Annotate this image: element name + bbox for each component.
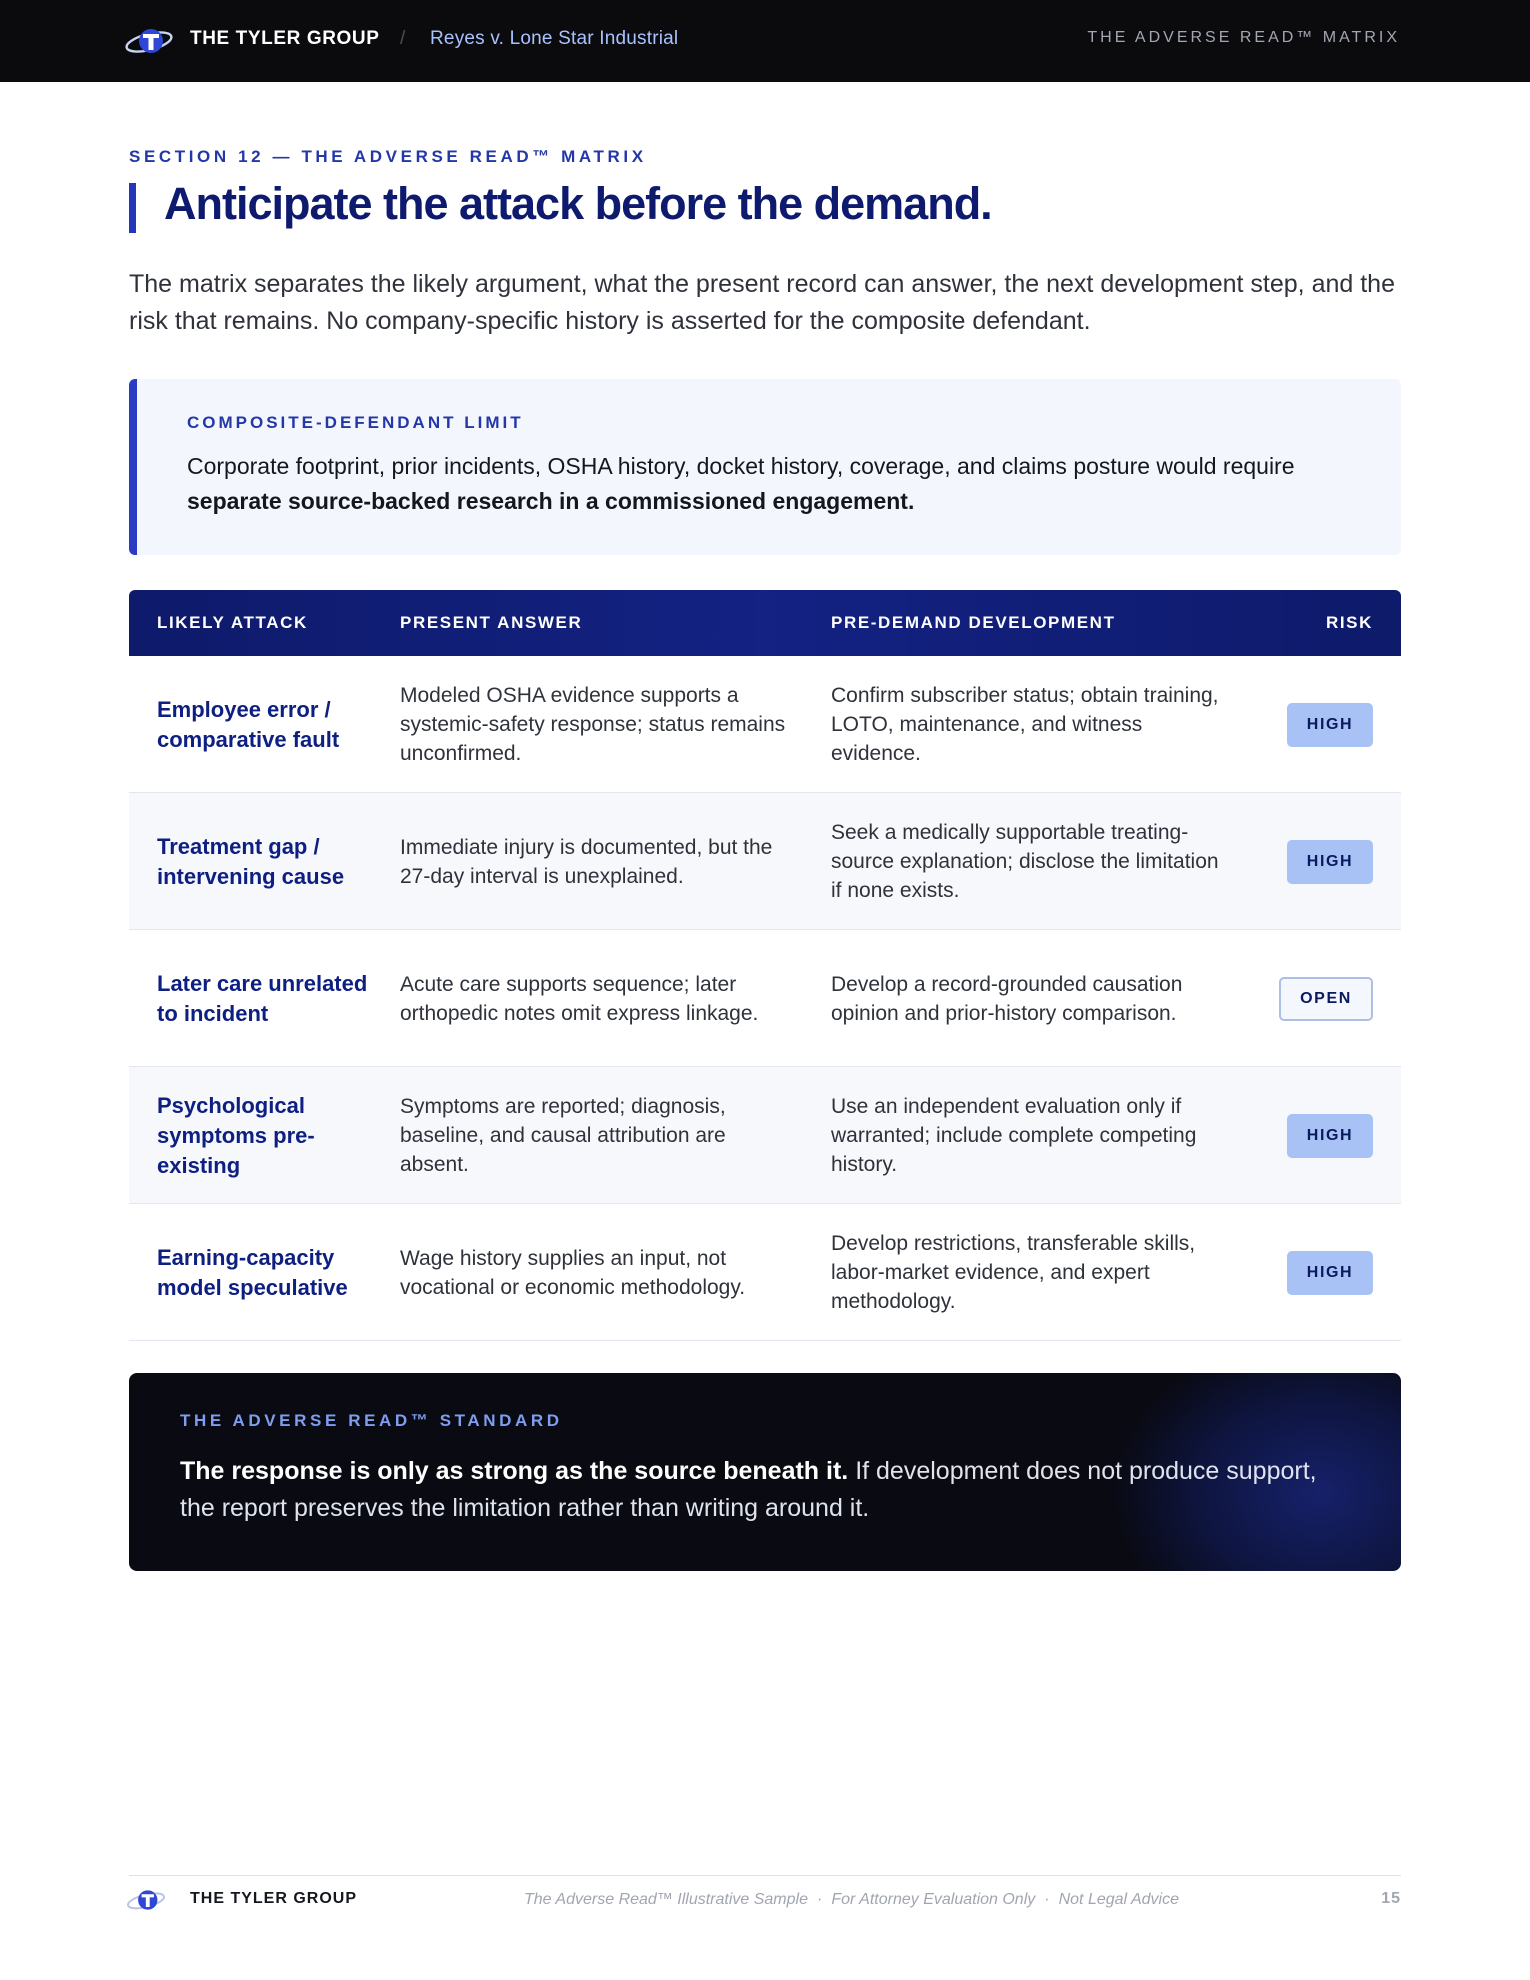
answer-cell: Modeled OSHA evidence supports a systemic-safety response; status remains unconfirmed.	[400, 684, 786, 765]
answer-cell: Immediate injury is documented, but the 27-day interval is unexplained.	[400, 835, 773, 888]
breadcrumb-separator: /	[400, 28, 406, 49]
column-header-present-answer: PRESENT ANSWER	[400, 613, 583, 632]
risk-cell	[1263, 930, 1373, 1067]
column-header-risk: RISK	[1325, 613, 1373, 632]
attack-cell: Earning-capacity model speculative	[157, 1244, 348, 1300]
standard-label: THE ADVERSE READ™ STANDARD	[180, 1411, 563, 1430]
footer-meta-item: The Adverse Read™ Illustrative Sample	[524, 1891, 808, 1908]
top-header-bar	[0, 0, 1530, 82]
intro-paragraph: The matrix separates the likely argument, what the present record can answer, the next development step, and the risk that remains. No company-specific history is asserted for the composite defendant.	[129, 270, 1395, 335]
table-row	[129, 1067, 1401, 1204]
footer-meta-separator: ·	[1044, 1891, 1050, 1908]
footer-brand: THE TYLER GROUP	[190, 1890, 358, 1907]
tyler-group-logo-icon	[124, 1884, 168, 1916]
risk-badge: OPEN	[1279, 977, 1373, 1021]
table-row	[129, 1204, 1401, 1341]
footer-meta-item: For Attorney Evaluation Only	[831, 1891, 1036, 1908]
adverse-read-standard-box	[129, 1373, 1401, 1571]
footer-meta	[524, 1891, 1179, 1909]
brand-name: THE TYLER GROUP	[190, 28, 380, 49]
table-row	[129, 656, 1401, 793]
risk-cell	[1263, 793, 1373, 930]
attack-cell: Psychological symptoms pre-existing	[157, 1092, 315, 1178]
adverse-read-matrix-table	[129, 590, 1401, 1341]
callout-text-plain: Corporate footprint, prior incidents, OSHA history, docket history, coverage, and claims posture would require	[187, 453, 1295, 479]
risk-cell	[1263, 1204, 1373, 1341]
standard-text-plain: If development does not produce support, the report preserves the limitation rather than writing around it.	[180, 1457, 1317, 1522]
page-number: 15	[1381, 1890, 1401, 1907]
footer-meta-separator: ·	[816, 1891, 823, 1908]
risk-badge: HIGH	[1287, 1251, 1373, 1295]
standard-text-bold: The response is only as strong as the source beneath it.	[180, 1457, 849, 1485]
column-header-likely-attack: LIKELY ATTACK	[157, 613, 308, 632]
callout-text	[187, 449, 1337, 519]
footer-divider	[129, 1875, 1401, 1876]
risk-cell	[1263, 656, 1373, 793]
risk-badge: HIGH	[1287, 703, 1373, 747]
page-title: Anticipate the attack before the demand.	[164, 178, 992, 229]
callout-text-bold: separate source-backed research in a commissioned engagement.	[187, 488, 915, 514]
risk-badge: HIGH	[1287, 840, 1373, 884]
risk-cell	[1263, 1067, 1373, 1204]
development-cell: Use an independent evaluation only if warranted; include complete competing history.	[831, 1095, 1197, 1176]
standard-text	[180, 1453, 1340, 1527]
document-label: THE ADVERSE READ™ MATRIX	[1087, 29, 1400, 46]
title-accent-bar	[129, 183, 136, 233]
section-eyebrow: SECTION 12 — THE ADVERSE READ™ MATRIX	[129, 147, 647, 166]
table-row	[129, 793, 1401, 930]
answer-cell: Wage history supplies an input, not vocational or economic methodology.	[400, 1246, 746, 1299]
attack-cell: Later care unrelated to incident	[157, 970, 368, 1026]
answer-cell: Symptoms are reported; diagnosis, baseline, and causal attribution are absent.	[400, 1095, 726, 1176]
attack-cell: Treatment gap / intervening cause	[157, 833, 345, 889]
table-row	[129, 930, 1401, 1067]
case-name: Reyes v. Lone Star Industrial	[430, 28, 679, 49]
table-header	[129, 590, 1401, 656]
attack-cell: Employee error / comparative fault	[157, 696, 340, 752]
development-cell: Confirm subscriber status; obtain training, LOTO, maintenance, and witness evidence.	[831, 684, 1219, 765]
development-cell: Seek a medically supportable treating-source explanation; disclose the limitation if none exists.	[831, 821, 1219, 902]
development-cell: Develop restrictions, transferable skills, labor-market evidence, and expert methodology.	[831, 1232, 1196, 1313]
tyler-group-logo-icon	[124, 24, 174, 58]
footer-meta-item: Not Legal Advice	[1058, 1891, 1179, 1908]
callout-label: COMPOSITE-DEFENDANT LIMIT	[187, 413, 524, 432]
composite-defendant-callout	[129, 379, 1401, 555]
column-header-pre-demand-development: PRE-DEMAND DEVELOPMENT	[831, 613, 1116, 632]
answer-cell: Acute care supports sequence; later orthopedic notes omit express linkage.	[400, 972, 759, 1025]
risk-badge: HIGH	[1287, 1114, 1373, 1158]
development-cell: Develop a record-grounded causation opinion and prior-history comparison.	[831, 972, 1183, 1025]
